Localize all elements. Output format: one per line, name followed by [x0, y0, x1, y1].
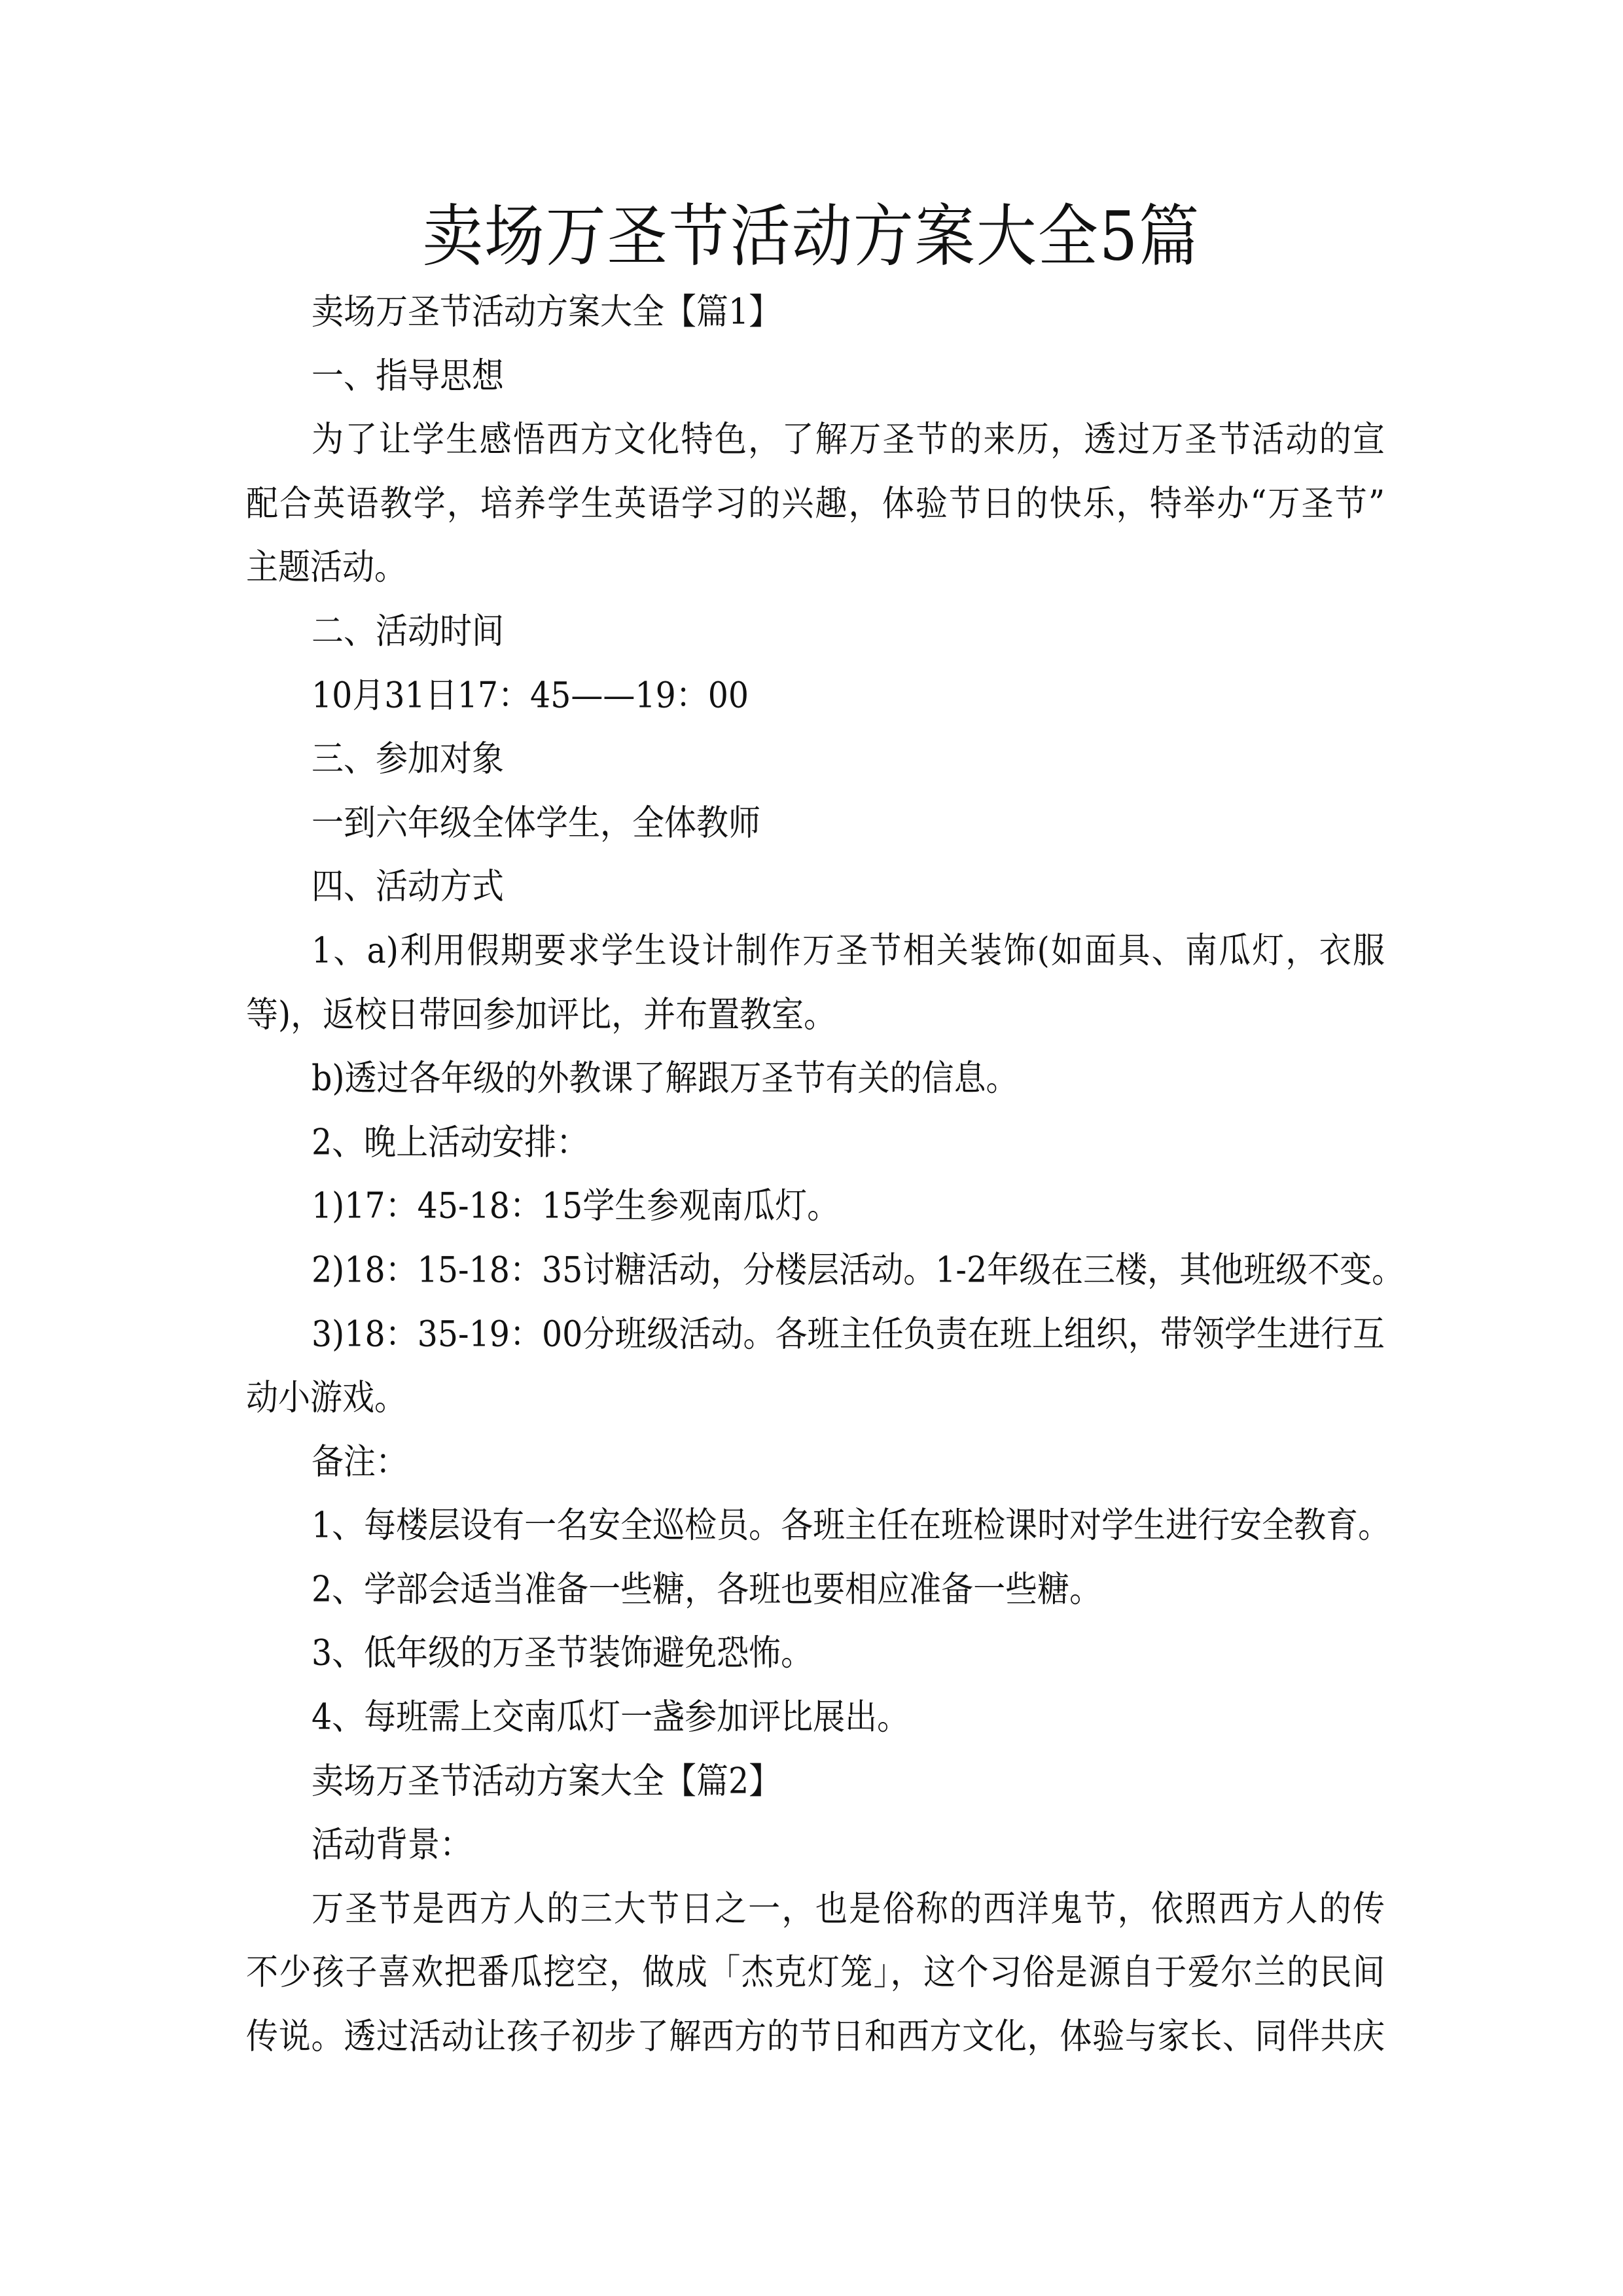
text-line: 四、活动方式: [312, 866, 505, 908]
paragraph: [246, 1174, 1385, 1238]
text-line: 万圣节是西方人的三大节日之一，也是俗称的西洋鬼节，依照西方人的传: [312, 1888, 1385, 1929]
text-line: 不少孩子喜欢把番瓜挖空，做成「杰克灯笼」，这个习俗是源自于爱尔兰的民间: [246, 1952, 1385, 1994]
text-line: 2、学部会适当准备一些糖，各班也要相应准备一些糖。: [312, 1568, 1102, 1610]
paragraph: [246, 280, 1385, 344]
paragraph: [246, 1047, 1385, 1111]
text-line: 10月31日17：45——19：00: [312, 674, 749, 716]
document-body: [246, 280, 1404, 2069]
text-line: 传说。透过活动让孩子初步了解西方的节日和西方文化，体验与家长、同伴共庆: [246, 2016, 1385, 2057]
paragraph: [246, 344, 1385, 408]
text-line: 2)18：15-18：35讨糖活动，分楼层活动。1-2年级在三楼，其他班级不变。: [312, 1249, 1404, 1291]
paragraph: [246, 727, 1385, 791]
paragraph: [246, 1558, 1385, 1622]
paragraph: [246, 408, 1385, 600]
text-line: 4、每班需上交南瓜灯一盏参加评比展出。: [312, 1696, 910, 1738]
text-line: 2、晚上活动安排：: [312, 1121, 589, 1163]
paragraph: [246, 855, 1385, 919]
paragraph: [246, 919, 1385, 1047]
paragraph: [246, 1749, 1385, 1814]
paragraph: [246, 1813, 1385, 1877]
text-line: 等)，返校日带回参加评比，并布置教室。: [246, 994, 836, 1035]
paragraph: [246, 600, 1385, 664]
text-line: 一、指导思想: [312, 355, 505, 397]
paragraph: [246, 1685, 1385, 1749]
text-line: 一到六年级全体学生，全体教师: [312, 802, 761, 844]
text-line: 卖场万圣节活动方案大全【篇1】: [312, 291, 781, 332]
text-line: 备注：: [312, 1441, 408, 1482]
paragraph: [246, 1302, 1385, 1430]
text-line: 3)18：35-19：00分班级活动。各班主任负责在班上组织，带领学生进行互: [312, 1313, 1385, 1355]
text-line: 1、每楼层设有一名安全巡检员。各班主任在班检课时对学生进行安全教育。: [312, 1505, 1391, 1547]
text-line: 3、低年级的万圣节装饰避免恐怖。: [312, 1632, 813, 1674]
paragraph: [246, 1238, 1404, 1302]
paragraph: [246, 1430, 1385, 1494]
text-line: 为了让学生感悟西方文化特色，了解万圣节的来历，透过万圣节活动的宣: [312, 419, 1385, 461]
paragraph: [246, 1111, 1385, 1175]
paragraph: [246, 1877, 1385, 2069]
text-line: 动小游戏。: [246, 1377, 407, 1418]
text-line: 卖场万圣节活动方案大全【篇2】: [312, 1760, 781, 1802]
text-line: 活动背景：: [312, 1824, 473, 1866]
text-line: 主题活动。: [246, 547, 407, 588]
paragraph: [246, 791, 1385, 855]
paragraph: [246, 1621, 1385, 1685]
text-line: b)透过各年级的外教课了解跟万圣节有关的信息。: [312, 1058, 1018, 1099]
text-line: 二、活动时间: [312, 611, 505, 652]
text-line: 三、参加对象: [312, 738, 505, 780]
paragraph: [246, 664, 1385, 728]
text-line: 1、a)利用假期要求学生设计制作万圣节相关装饰(如面具、南瓜灯，衣服: [312, 930, 1385, 971]
document-title: 卖场万圣节活动方案大全5篇: [422, 197, 1201, 276]
text-line: 配合英语教学，培养学生英语学习的兴趣，体验节日的快乐，特举办“万圣节”: [246, 482, 1385, 524]
text-line: 1)17：45-18：15学生参观南瓜灯。: [312, 1185, 840, 1227]
paragraph: [246, 1494, 1391, 1558]
